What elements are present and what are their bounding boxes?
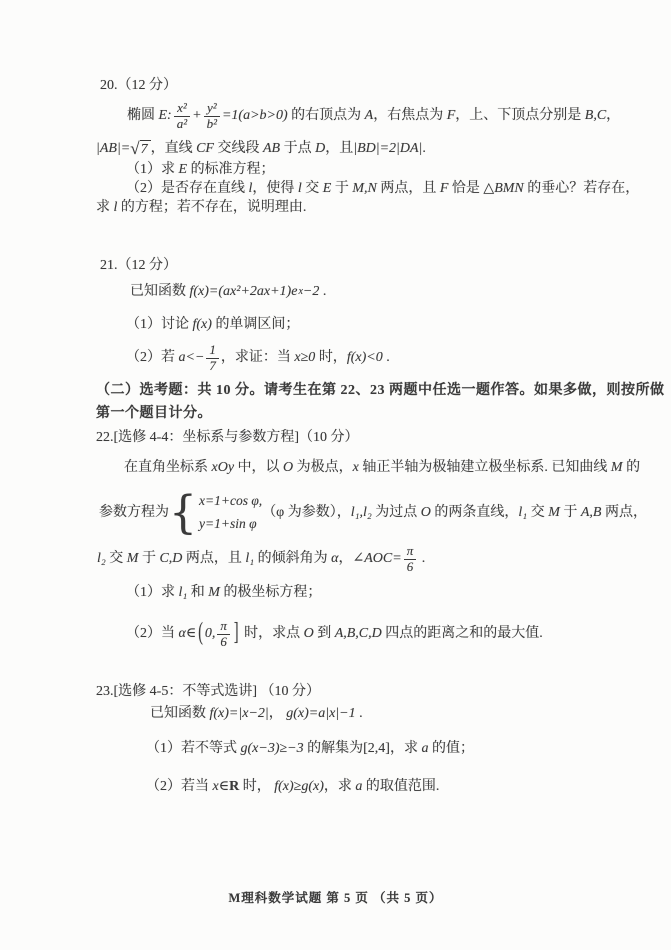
math-text: F — [439, 181, 449, 196]
problem-22-part-2 — [126, 614, 543, 654]
cjk-text: . — [422, 141, 426, 156]
math-text: F — [446, 108, 456, 123]
math-text: AB — [262, 141, 281, 156]
math-text: g(x−3)≥−3 — [240, 741, 304, 756]
cases-group — [169, 486, 263, 539]
problem-20-statement-2 — [96, 139, 426, 159]
cjk-text: 椭圆 — [127, 108, 159, 123]
cjk-text: （2）若当 — [146, 779, 213, 794]
math-text: l₁ — [245, 551, 255, 566]
exponent-x: x — [298, 286, 303, 297]
cjk-text: 轴正半轴为极轴建立极坐标系. 已知曲线 — [358, 460, 611, 475]
math-text: α∈ — [178, 626, 197, 641]
problem-23-number: 23.[选修 4-5：不等式选讲] （10 分） — [96, 684, 320, 699]
section-2-notice-line-1: （二）选考题：共 10 分。请考生在第 22、23 两题中任选一题作答。如果多做，则按所做 — [96, 383, 665, 398]
big-paren-open: ( — [198, 619, 203, 647]
math-text: g(x)=a|x|−1 — [286, 706, 356, 721]
math-text: AOC — [364, 551, 393, 566]
math-text: D — [315, 141, 326, 156]
cjk-text: 于 — [138, 551, 160, 566]
cjk-text: （1）求 — [126, 162, 179, 177]
math-text: =1(a>b>0) — [221, 108, 288, 123]
big-bracket-close: ] — [233, 619, 239, 647]
problem-22-statement-3 — [97, 541, 425, 577]
math-text: l₁ — [178, 585, 188, 600]
math-text: + — [192, 108, 202, 123]
cjk-text: 参数方程为 — [99, 505, 169, 520]
math-text: f(x)≥g(x) — [274, 779, 324, 794]
math-text: E — [322, 181, 332, 196]
frac-denominator: 7 — [209, 357, 216, 373]
cjk-text: 于 — [559, 505, 581, 520]
math-text: A,B,C,D — [334, 626, 382, 641]
problem-21-part-1 — [126, 315, 299, 335]
cjk-text: 交 — [105, 551, 127, 566]
cjk-text: ，∠ — [338, 551, 365, 566]
math-text: a — [355, 779, 363, 794]
frac-numerator: y² — [204, 101, 220, 117]
frac-denominator: b² — [206, 115, 217, 131]
cjk-text: 的倾斜角为 — [254, 551, 332, 566]
cjk-text: 时， — [315, 350, 347, 365]
cjk-text: 求 — [96, 200, 114, 215]
fraction — [174, 101, 190, 132]
math-text: f(x)=|x−2| — [209, 706, 269, 721]
cjk-text: 两点， — [601, 505, 647, 520]
cjk-text: 的垂心？若存在， — [523, 181, 640, 196]
fraction — [404, 544, 417, 575]
cjk-text: 在直角坐标系 — [124, 460, 212, 475]
cjk-text: ，求证：当 — [220, 350, 295, 365]
cjk-text: . — [319, 284, 327, 299]
cjk-text: 的单调区间； — [211, 317, 300, 332]
cjk-text: ，上、下顶点分别是 — [455, 108, 585, 123]
section-2-notice-line-2: 第一个题目计分。 — [96, 406, 212, 421]
cjk-text: ， — [268, 706, 287, 721]
problem-23-part-1 — [146, 739, 474, 759]
problem-22-statement-2 — [99, 486, 647, 540]
cjk-text: 恰是 △ — [448, 181, 495, 196]
problem-21-number: 21.（12 分） — [100, 258, 177, 273]
cjk-text: ，求 — [323, 779, 356, 794]
math-text: f(x)<0 — [346, 350, 383, 365]
cjk-text: 的方程；若不存在，说明理由. — [117, 200, 307, 215]
math-text: A,B — [580, 505, 602, 520]
cjk-text: ，使得 — [252, 181, 298, 196]
math-text: C,D — [159, 551, 183, 566]
math-text: CF — [196, 141, 214, 156]
cjk-text: 四点的距离之和的最大值. — [381, 626, 543, 641]
problem-20-number: 20.（12 分） — [100, 78, 177, 93]
problem-22-part-1 — [126, 583, 321, 603]
frac-numerator: π — [404, 544, 417, 560]
math-text: x≥0 — [294, 350, 316, 365]
math-text: l — [113, 200, 118, 215]
problem-22-statement-1 — [124, 458, 640, 478]
math-text: E: — [158, 108, 172, 123]
cjk-text: 的 — [622, 460, 641, 475]
cjk-text: （2）当 — [126, 626, 179, 641]
frac-numerator: 1 — [206, 343, 219, 359]
math-text: M — [548, 505, 560, 520]
cjk-text: 的值； — [428, 741, 474, 756]
cjk-text: （2）是否存在直线 — [126, 181, 249, 196]
math-text: f(x)=(ax²+2ax+1)e — [189, 284, 298, 299]
case-row: x=1+cos φ, — [199, 493, 263, 509]
cjk-text: 交 — [301, 181, 323, 196]
frac-denominator: 6 — [220, 633, 227, 649]
cjk-text: . — [355, 706, 363, 721]
fraction — [206, 343, 219, 374]
cases-rows — [199, 490, 262, 536]
interval-text: [2,4] — [363, 741, 390, 756]
problem-21-part-2 — [126, 339, 390, 377]
cjk-text: 两点，且 — [182, 551, 246, 566]
math-text: x — [352, 460, 359, 475]
math-text: O — [303, 626, 314, 641]
frac-denominator: a² — [176, 115, 188, 131]
case-row: y=1+sin φ — [199, 516, 257, 531]
problem-23-part-2 — [146, 777, 439, 797]
cjk-text: 于 — [331, 181, 353, 196]
cjk-text: 的解集为 — [303, 741, 364, 756]
cjk-text: （1）讨论 — [126, 317, 193, 332]
math-text: M — [208, 585, 220, 600]
math-text: f(x) — [192, 317, 212, 332]
fraction — [217, 619, 230, 650]
math-text: |BD|=2|DA| — [353, 141, 423, 156]
math-text: A — [364, 108, 374, 123]
cjk-text: 为极点， — [293, 460, 353, 475]
cjk-text: 的两条直线， — [430, 505, 519, 520]
cjk-text: 于点 — [280, 141, 316, 156]
math-text: E — [178, 162, 188, 177]
math-text: a<− — [178, 350, 205, 365]
cjk-text: 交线段 — [213, 141, 263, 156]
cjk-text: ，求 — [389, 741, 422, 756]
radicand: 7 — [140, 140, 151, 159]
cjk-text: 的标准方程； — [187, 162, 275, 177]
cjk-text: 时， — [239, 779, 275, 794]
cjk-text: （1）求 — [126, 585, 179, 600]
cases-brace: { — [169, 486, 197, 539]
math-text: M — [610, 460, 623, 475]
math-text: l₁,l₂ — [350, 505, 372, 520]
math-text: |AB|= — [96, 141, 131, 156]
cjk-text: 中，以 — [234, 460, 284, 475]
math-text: BMN — [494, 181, 524, 196]
cjk-text: 到 — [313, 626, 335, 641]
radical-sign: √ — [130, 138, 140, 158]
math-text: α — [331, 551, 339, 566]
frac-numerator: π — [217, 619, 230, 635]
math-text: O — [420, 505, 431, 520]
cjk-text: ，右焦点为 — [373, 108, 447, 123]
cjk-text: （2）若 — [126, 350, 179, 365]
math-text: a — [421, 741, 429, 756]
cjk-text: ，直线 — [150, 141, 197, 156]
cjk-text: 的右顶点为 — [287, 108, 365, 123]
cjk-text: （1）若不等式 — [146, 741, 241, 756]
problem-20-part-2-cont — [96, 198, 306, 218]
math-text: l — [248, 181, 253, 196]
cjk-text: 的取值范围. — [362, 779, 440, 794]
math-text: M — [126, 551, 139, 566]
cjk-text: ， — [606, 108, 621, 123]
cjk-text: 为过点 — [371, 505, 421, 520]
page-footer: M理科数学试题 第 5 页 （共 5 页） — [228, 891, 443, 905]
math-text: O — [283, 460, 294, 475]
cjk-text: 已知函数 — [150, 706, 210, 721]
cjk-text: 和 — [187, 585, 209, 600]
problem-21-statement — [130, 282, 326, 302]
math-text: 0, — [204, 626, 216, 641]
math-text: −2 — [302, 284, 320, 299]
cjk-text: 交 — [527, 505, 549, 520]
problem-20-part-2 — [126, 179, 639, 199]
problem-23-statement — [150, 704, 363, 724]
cjk-text: 两点，且 — [376, 181, 440, 196]
math-text: x∈ — [212, 779, 230, 794]
math-text: = — [392, 551, 402, 566]
cjk-text: . — [382, 350, 390, 365]
cjk-text: （φ 为参数）， — [262, 505, 351, 520]
frac-denominator: 6 — [406, 558, 414, 574]
frac-numerator: x² — [174, 101, 190, 117]
fraction — [204, 101, 220, 132]
math-text: l₁ — [518, 505, 528, 520]
math-text: l — [297, 181, 302, 196]
problem-20-part-1 — [126, 160, 275, 180]
cjk-text: 时，求点 — [240, 626, 304, 641]
cjk-text: . — [418, 551, 426, 566]
problem-20-statement-1 — [127, 94, 620, 138]
math-text: l₂ — [97, 551, 106, 566]
square-root — [130, 140, 150, 159]
set-R-symbol: R — [229, 779, 240, 794]
problem-22-number: 22.[选修 4-4：坐标系与参数方程]（10 分） — [96, 430, 359, 445]
cjk-text: ，且 — [325, 141, 354, 156]
math-text: xOy — [211, 460, 235, 475]
cjk-text: 已知函数 — [130, 284, 190, 299]
math-text: M,N — [352, 181, 377, 196]
math-text: B,C — [584, 108, 607, 123]
cjk-text: 的极坐标方程； — [219, 585, 322, 600]
